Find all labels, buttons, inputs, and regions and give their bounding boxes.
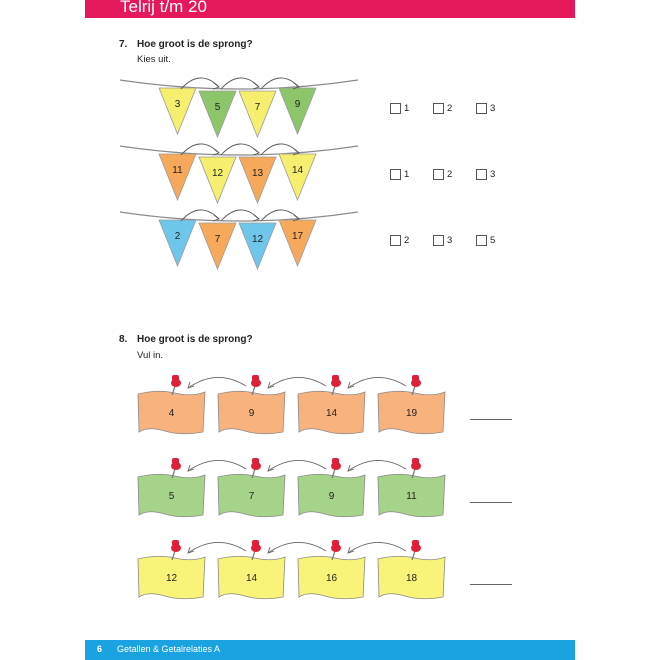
notes-row-3	[138, 540, 445, 599]
jump-arrow	[268, 542, 326, 553]
pushpin-top	[252, 458, 259, 464]
footer-title: Getallen & Getalrelaties A	[117, 644, 221, 654]
pushpin-top	[332, 540, 339, 546]
note-value: 9	[248, 408, 255, 419]
pushpin-top	[332, 375, 339, 381]
pushpin-top	[172, 540, 179, 546]
choice-label: 2	[447, 103, 453, 114]
jump-arrow	[188, 377, 246, 388]
pushpin-top	[172, 375, 179, 381]
jump-arrow	[348, 542, 406, 553]
pushpin-top	[412, 375, 419, 381]
note-value: 12	[165, 573, 178, 584]
flag-value: 12	[251, 234, 264, 245]
q7-title: Hoe groot is de sprong?	[137, 39, 253, 50]
jump-arrow	[268, 377, 326, 388]
flag-value: 9	[294, 99, 301, 110]
q8-title: Hoe groot is de sprong?	[137, 334, 253, 345]
flag-value: 13	[251, 168, 264, 179]
flag-value: 7	[214, 234, 221, 245]
flag-value: 14	[291, 165, 304, 176]
note-value: 14	[325, 408, 338, 419]
choice-label: 2	[404, 235, 410, 246]
q8-subtitle: Vul in.	[137, 350, 164, 361]
answer-line-1[interactable]	[470, 419, 512, 420]
chapter-title: Telrij t/m 20	[120, 0, 207, 16]
pushpin-top	[252, 375, 259, 381]
pushpin-top	[412, 458, 419, 464]
note-value: 16	[325, 573, 338, 584]
flag-value: 7	[254, 102, 261, 113]
pushpin-top	[412, 540, 419, 546]
flag-value: 5	[214, 102, 221, 113]
choice-label: 3	[490, 103, 496, 114]
notes-row-1	[138, 375, 445, 434]
note-value: 4	[168, 408, 175, 419]
flag-value: 11	[172, 165, 183, 176]
note-value: 14	[245, 573, 258, 584]
flag-value: 17	[291, 231, 304, 242]
note-value: 9	[328, 491, 335, 502]
jump-arrow	[348, 460, 406, 471]
note-value: 18	[405, 573, 418, 584]
choice-label: 2	[447, 169, 453, 180]
notes-row-2	[138, 458, 445, 517]
jump-arrow	[188, 542, 246, 553]
note-value: 19	[405, 408, 418, 419]
answer-line-3[interactable]	[470, 584, 512, 585]
pushpin-top	[332, 458, 339, 464]
q7-number: 7.	[119, 39, 128, 50]
choice-label: 1	[404, 169, 410, 180]
choice-label: 3	[490, 169, 496, 180]
note-value: 7	[248, 491, 255, 502]
pushpin-top	[252, 540, 259, 546]
choice-label: 5	[490, 235, 496, 246]
pushpin-top	[172, 458, 179, 464]
jump-arrow	[348, 377, 406, 388]
answer-line-2[interactable]	[470, 502, 512, 503]
flag-value: 3	[174, 99, 181, 110]
note-value: 5	[168, 491, 175, 502]
choice-label: 3	[447, 235, 453, 246]
flag-value: 2	[174, 231, 181, 242]
jump-arrow	[188, 460, 246, 471]
flag-value: 12	[211, 168, 224, 179]
q7-subtitle: Kies uit.	[137, 54, 171, 65]
page-number: 6	[97, 644, 103, 654]
jump-arrow	[268, 460, 326, 471]
q8-number: 8.	[119, 334, 128, 345]
note-value: 11	[406, 491, 417, 502]
choice-label: 1	[404, 103, 410, 114]
footer-bar	[85, 640, 575, 660]
